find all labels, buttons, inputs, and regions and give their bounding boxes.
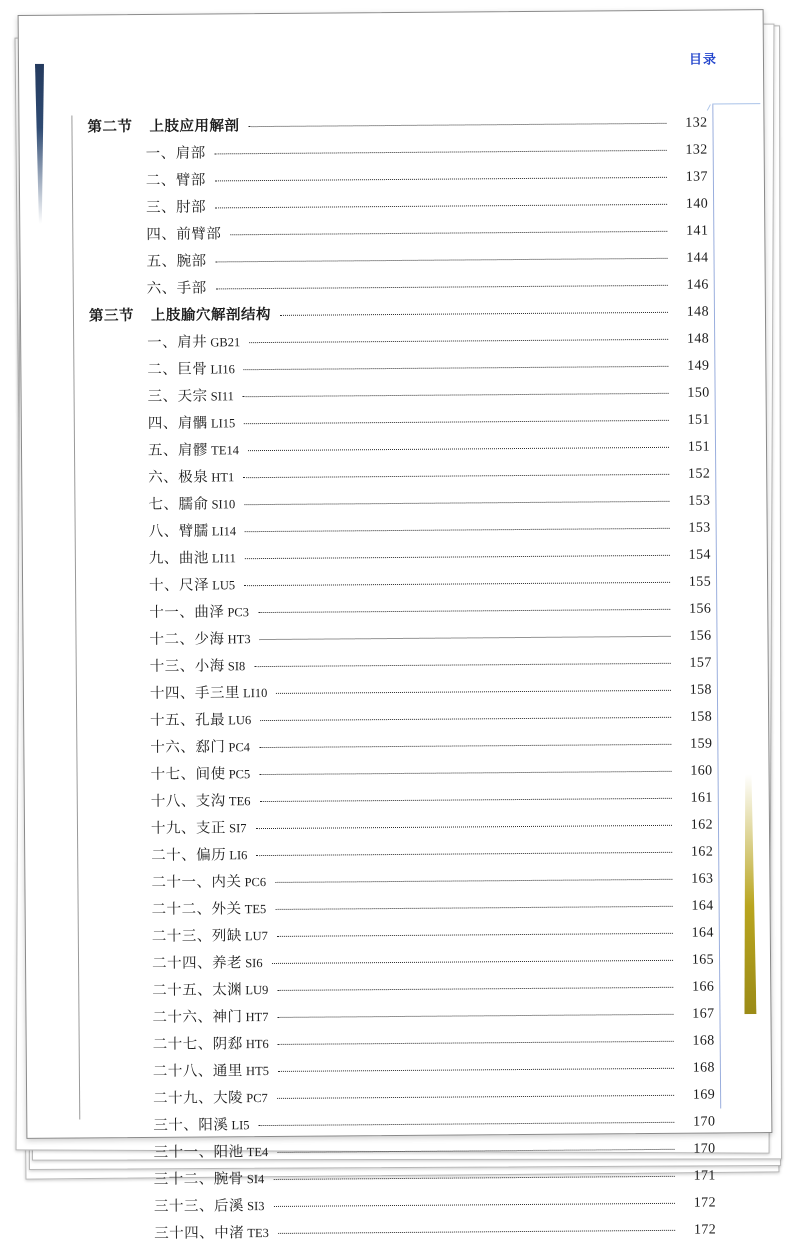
toc-page-number: 168 — [692, 1060, 715, 1076]
toc-entry-title: 一、肩井 — [147, 334, 208, 351]
toc-entry-title: 十七、间使 — [150, 766, 226, 783]
toc-entry-label — [88, 222, 221, 244]
toc-entry-label — [94, 1005, 268, 1027]
toc-dot-leader — [258, 609, 670, 613]
toc-entry-label — [89, 303, 271, 325]
toc-page-number: 168 — [692, 1033, 715, 1049]
toc-entry-label — [95, 1086, 268, 1108]
toc-acupoint-code: LI6 — [226, 848, 248, 863]
toc-dot-leader — [278, 1014, 674, 1018]
toc-dot-leader — [244, 366, 669, 370]
toc-entry-label — [92, 762, 250, 784]
toc-entry-title: 三十三、后溪 — [153, 1198, 245, 1215]
toc-dot-leader — [278, 1230, 675, 1234]
toc-entry-label — [88, 249, 206, 271]
toc-acupoint-code: TE3 — [244, 1226, 269, 1241]
toc-page-number: 132 — [685, 142, 708, 158]
toc-acupoint-code: LI14 — [208, 524, 237, 539]
toc-acupoint-code: SI8 — [224, 659, 246, 674]
toc-page-number: 165 — [691, 952, 715, 968]
toc-page-number: 170 — [693, 1114, 716, 1130]
toc-entry-title: 三十、阳溪 — [153, 1117, 229, 1134]
toc-acupoint-code: SI11 — [207, 389, 234, 404]
toc-acupoint-code: LU9 — [242, 983, 269, 998]
toc-dot-leader — [248, 123, 666, 127]
toc-dot-leader — [254, 663, 670, 667]
toc-page-number: 164 — [691, 925, 714, 941]
toc-dot-leader — [230, 231, 667, 235]
toc-entry-title: 二十五、太渊 — [152, 982, 243, 999]
left-decorative-tab — [35, 64, 45, 224]
toc-page-number: 162 — [690, 844, 714, 860]
toc-dot-leader — [259, 771, 671, 775]
toc-page-number: 149 — [687, 358, 710, 374]
toc-entry-title: 三十二、腕骨 — [153, 1171, 244, 1188]
toc-entry-label — [91, 600, 249, 622]
toc-acupoint-code: HT5 — [242, 1064, 270, 1079]
toc-page-number: 169 — [692, 1087, 716, 1103]
toc-page-number: 132 — [685, 115, 708, 131]
toc-entry-title: 二十八、通里 — [152, 1063, 243, 1080]
toc-acupoint-code: HT3 — [224, 632, 251, 647]
toc-entry-label — [88, 168, 206, 190]
toc-dot-leader — [260, 717, 671, 721]
toc-page-number: 153 — [688, 520, 711, 536]
toc-entry-label — [94, 897, 267, 919]
toc-acupoint-code: GB21 — [207, 335, 241, 350]
toc-entry-title: 十三、小海 — [149, 658, 225, 675]
toc-acupoint-code: HT1 — [208, 470, 235, 485]
toc-entry-label — [93, 843, 247, 865]
toc-entry-title: 二、巨骨 — [147, 361, 208, 378]
toc-entry-title: 十一、曲泽 — [149, 604, 225, 621]
toc-acupoint-code: SI3 — [243, 1199, 265, 1214]
toc-dot-leader — [249, 339, 668, 343]
toc-entry-title: 五、肩髎 — [147, 442, 209, 459]
toc-dot-leader — [277, 1095, 674, 1099]
corner-bracket-decor — [712, 103, 760, 104]
toc-entry-label — [88, 141, 206, 163]
toc-entry-title: 十四、手三里 — [149, 685, 240, 702]
toc-page-number: 172 — [693, 1195, 717, 1211]
toc-page-number: 172 — [693, 1222, 717, 1238]
toc-entry-label — [96, 1221, 269, 1243]
toc-dot-leader — [215, 177, 667, 182]
toc-page-number: 156 — [689, 628, 712, 644]
toc-dot-leader — [248, 447, 669, 451]
toc-entry-label — [93, 870, 266, 892]
toc-entry-label — [96, 1167, 265, 1189]
toc-entry-title: 二十一、内关 — [151, 874, 242, 891]
toc-acupoint-code: LI11 — [208, 551, 236, 566]
toc-page-number: 171 — [693, 1168, 716, 1184]
toc-entry-title: 七、臑俞 — [148, 496, 209, 513]
left-vertical-rule — [71, 116, 80, 1120]
toc-page-number: 167 — [692, 1006, 715, 1022]
toc-acupoint-code: SI10 — [208, 497, 236, 512]
toc-entry-title: 六、极泉 — [148, 469, 209, 486]
toc-entry-label — [95, 1113, 249, 1135]
toc-dot-leader — [215, 204, 667, 209]
toc-acupoint-code: LI10 — [239, 686, 268, 701]
toc-entry-title: 二十二、外关 — [151, 901, 242, 918]
toc-dot-leader — [255, 825, 671, 829]
toc-page-number: 162 — [690, 817, 714, 833]
toc-entry-label — [94, 951, 263, 973]
toc-entry-label — [91, 519, 237, 541]
toc-entry-title: 九、曲池 — [148, 550, 209, 567]
toc-entry-title: 二十九、大陵 — [153, 1090, 244, 1107]
toc-dot-leader — [275, 906, 672, 910]
toc-entry-label — [90, 438, 239, 460]
toc-entry-label — [89, 276, 207, 298]
toc-acupoint-code: TE5 — [241, 902, 267, 917]
toc-section-number: 第三节 — [88, 308, 135, 325]
toc-entry-label — [90, 492, 235, 514]
toc-entry-title: 三、肘部 — [146, 199, 207, 216]
toc-dot-leader — [215, 150, 667, 155]
toc-acupoint-code: LI16 — [207, 362, 235, 377]
toc-dot-leader — [216, 258, 668, 263]
toc-entry-title: 二十、偏历 — [151, 847, 227, 864]
toc-page-number: 161 — [690, 790, 713, 806]
toc-page — [18, 9, 773, 1242]
toc-entry-label — [94, 924, 268, 946]
toc-page-number: 152 — [687, 466, 711, 482]
toc-dot-leader — [256, 852, 672, 856]
toc-page-number: 150 — [687, 385, 710, 401]
toc-page-number: 156 — [689, 601, 712, 617]
toc-entry-label — [90, 411, 236, 433]
toc-dot-leader — [278, 1068, 674, 1072]
toc-page-number: 137 — [685, 169, 708, 185]
toc-entry-label — [93, 789, 251, 811]
toc-acupoint-code: HT6 — [242, 1037, 269, 1052]
toc-dot-leader — [245, 555, 670, 559]
toc-dot-leader — [272, 960, 673, 964]
toc-entry-label — [91, 627, 250, 649]
toc-acupoint-code: LU7 — [241, 929, 268, 944]
toc-entry-title: 二十四、养老 — [151, 955, 243, 972]
toc-section-number: 第二节 — [87, 119, 133, 136]
toc-dot-leader — [259, 798, 671, 802]
toc-acupoint-code: LU6 — [225, 713, 252, 728]
toc-acupoint-code: SI7 — [225, 821, 247, 836]
toc-page-number: 164 — [691, 898, 714, 914]
toc-acupoint-code: PC3 — [224, 605, 250, 620]
toc-dot-leader — [244, 582, 670, 586]
toc-page-number: 148 — [686, 331, 710, 347]
toc-acupoint-code: SI4 — [243, 1172, 265, 1187]
toc-entry-title: 三十四、中渚 — [154, 1225, 245, 1242]
toc-acupoint-code: PC6 — [241, 875, 267, 890]
toc-entry-title: 上肢应用解剖 — [149, 118, 240, 135]
toc-entry-label — [91, 546, 236, 568]
toc-acupoint-code: TE6 — [225, 794, 251, 809]
toc-acupoint-code: HT7 — [242, 1010, 269, 1025]
toc-entry-label — [87, 114, 239, 136]
toc-dot-leader — [278, 1041, 674, 1045]
toc-page-number: 154 — [688, 547, 711, 563]
toc-entry-label — [92, 681, 268, 703]
toc-entry-title: 二、臂部 — [145, 172, 206, 189]
toc-page-number: 151 — [687, 412, 710, 428]
toc-item-row[interactable] — [96, 1217, 716, 1249]
toc-acupoint-code: TE4 — [243, 1145, 269, 1160]
toc-entry-title: 四、肩髃 — [147, 415, 208, 432]
toc-acupoint-code: PC4 — [225, 740, 251, 755]
toc-entry-label — [89, 357, 235, 379]
toc-dot-leader — [273, 1176, 674, 1180]
toc-dot-leader — [244, 501, 669, 505]
toc-dot-leader — [275, 879, 672, 883]
toc-page-number: 159 — [690, 736, 713, 752]
toc-dot-leader — [245, 528, 670, 532]
toc-acupoint-code: PC5 — [225, 767, 251, 782]
toc-entry-label — [90, 384, 234, 406]
toc-entry-label — [88, 195, 206, 217]
toc-entry-label — [94, 978, 268, 1000]
toc-page-number: 144 — [686, 250, 709, 266]
toc-page-number: 151 — [687, 439, 711, 455]
toc-entry-label — [95, 1059, 269, 1081]
toc-dot-leader — [243, 474, 669, 478]
toc-dot-leader — [277, 933, 673, 937]
toc-entry-label — [92, 654, 246, 676]
toc-dot-leader — [259, 1122, 675, 1126]
toc-dot-leader — [280, 312, 668, 316]
toc-entry-title: 十、尺泽 — [149, 577, 210, 594]
toc-page-number: 148 — [686, 304, 710, 320]
toc-page-number: 140 — [685, 196, 709, 212]
toc-acupoint-code: LI15 — [207, 416, 236, 431]
toc-dot-leader — [243, 393, 669, 397]
toc-acupoint-code: PC7 — [243, 1091, 268, 1106]
page-header-title: 目录 — [688, 51, 718, 67]
toc-dot-leader — [273, 1203, 674, 1207]
toc-page-number: 160 — [690, 763, 713, 779]
toc-page-number: 158 — [689, 709, 713, 725]
right-decorative-tab — [743, 774, 757, 1014]
toc-entry-title: 五、腕部 — [146, 253, 207, 270]
toc-acupoint-code: SI6 — [241, 956, 263, 971]
toc-page-number: 141 — [686, 223, 709, 239]
toc-page-number: 155 — [688, 574, 712, 590]
toc-entry-title: 八、臂臑 — [148, 523, 209, 540]
toc-page-number: 163 — [691, 871, 714, 887]
toc-entry-title: 二十六、神门 — [152, 1009, 243, 1026]
toc-entry-label — [92, 708, 251, 730]
toc-entry-title: 十二、少海 — [149, 631, 225, 648]
toc-entry-title: 一、肩部 — [145, 145, 206, 162]
toc-entry-title: 十九、支正 — [150, 820, 227, 837]
toc-page-number: 158 — [689, 682, 712, 698]
toc-acupoint-code: LI5 — [228, 1118, 250, 1133]
toc-page-number: 153 — [688, 493, 711, 509]
toc-entry-title: 四、前臂部 — [146, 226, 222, 243]
table-of-contents — [87, 111, 716, 1250]
toc-dot-leader — [259, 744, 671, 748]
toc-entry-title: 六、手部 — [146, 280, 207, 297]
toc-entry-label — [90, 465, 234, 487]
toc-entry-label — [96, 1194, 265, 1216]
toc-page-number: 166 — [691, 979, 715, 995]
toc-entry-label — [95, 1140, 268, 1162]
toc-entry-label — [95, 1032, 269, 1054]
toc-dot-leader — [260, 636, 671, 640]
toc-dot-leader — [277, 1149, 674, 1153]
toc-dot-leader — [216, 285, 668, 290]
toc-acupoint-code: LU5 — [209, 578, 236, 593]
toc-page-number: 157 — [689, 655, 712, 671]
toc-entry-title: 二十七、阴郄 — [152, 1036, 243, 1053]
toc-entry-label — [89, 330, 240, 352]
toc-acupoint-code: TE14 — [207, 443, 239, 458]
toc-entry-title: 三、天宗 — [147, 388, 208, 405]
toc-entry-label — [93, 816, 247, 838]
toc-entry-title: 十五、孔最 — [150, 712, 226, 729]
toc-page-number: 170 — [693, 1141, 716, 1157]
toc-page-number: 146 — [686, 277, 709, 293]
toc-entry-title: 上肢腧穴解剖结构 — [150, 306, 272, 324]
toc-entry-label — [92, 735, 250, 757]
toc-dot-leader — [276, 690, 671, 694]
toc-entry-label — [91, 573, 235, 595]
toc-dot-leader — [244, 420, 669, 424]
toc-entry-title: 十六、郄门 — [150, 739, 226, 756]
toc-entry-title: 二十三、列缺 — [151, 928, 242, 945]
toc-entry-title: 三十一、阳池 — [153, 1144, 244, 1161]
toc-dot-leader — [277, 987, 673, 991]
toc-entry-title: 十八、支沟 — [150, 793, 226, 810]
